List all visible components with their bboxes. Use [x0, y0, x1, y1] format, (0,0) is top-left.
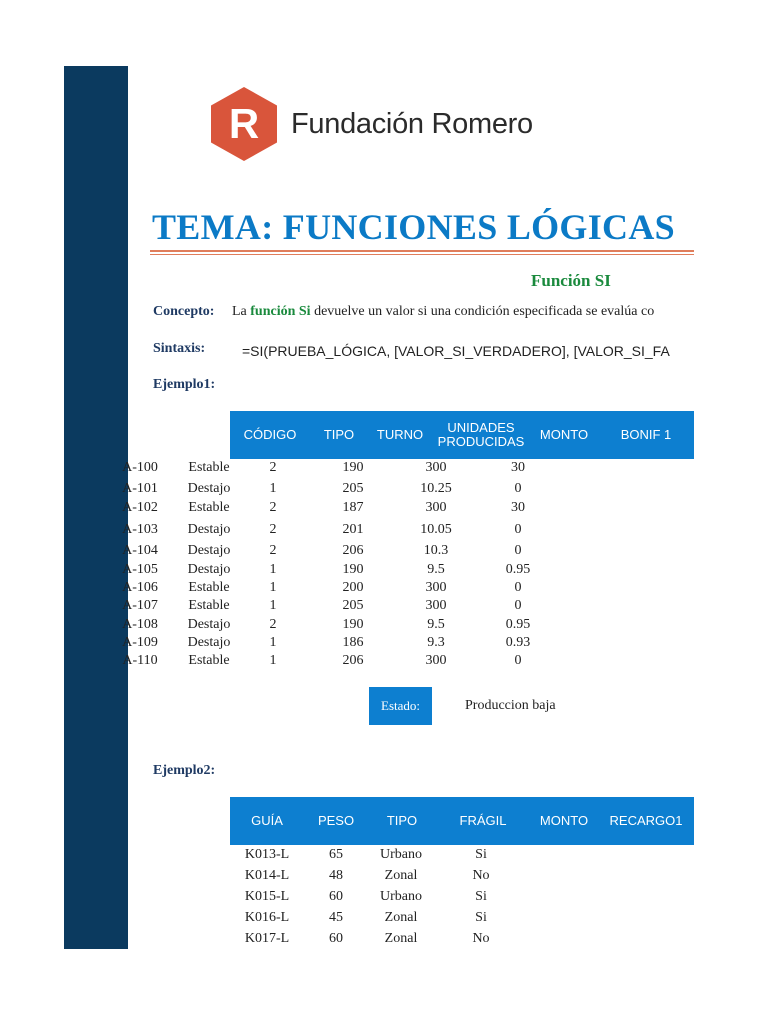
sheet-content [122, 0, 694, 1024]
cell-guia: K016-L [244, 910, 290, 925]
cell-fragil: No [472, 931, 490, 946]
concept-label: Concepto: [153, 304, 215, 319]
cell-tipo: Zonal [384, 931, 418, 946]
cell-bonif: 0 [514, 543, 522, 558]
col-header-recargo: RECARGO1 [609, 813, 683, 828]
col-header-monto: MONTO [539, 427, 589, 442]
col-header-unidades: UNIDADES PRODUCIDAS [437, 420, 525, 449]
cell-unidades: 205 [342, 481, 364, 496]
cell-peso: 65 [329, 847, 343, 862]
cell-tipo: Estable [188, 598, 230, 613]
cell-turno: 1 [269, 635, 277, 650]
cell-fragil: Si [475, 847, 487, 862]
col-header-monto2: MONTO [539, 813, 589, 828]
col-header-tipo2: TIPO [386, 813, 418, 828]
col-header-guia: GUÍA [251, 813, 283, 828]
estado-label: Estado: [369, 687, 432, 725]
estado-value: Produccion baja [465, 698, 556, 713]
cell-peso: 45 [329, 910, 343, 925]
concept-text [232, 304, 654, 320]
cell-monto: 300 [425, 500, 447, 515]
cell-monto: 300 [425, 580, 447, 595]
cell-codigo: A-104 [122, 543, 158, 558]
syntax-label: Sintaxis: [153, 341, 206, 356]
cell-tipo: Urbano [380, 889, 422, 904]
cell-tipo: Destajo [187, 562, 231, 577]
cell-tipo: Estable [188, 460, 230, 475]
concept-keyword: función Si [250, 304, 311, 319]
cell-tipo: Destajo [187, 522, 231, 537]
cell-tipo: Estable [188, 500, 230, 515]
cell-unidades: 201 [342, 522, 364, 537]
cell-tipo: Destajo [187, 481, 231, 496]
cell-fragil: Si [475, 910, 487, 925]
cell-bonif: 30 [511, 460, 525, 475]
example1-table-header [230, 411, 694, 459]
cell-monto: 300 [425, 598, 447, 613]
cell-turno: 1 [269, 562, 277, 577]
cell-guia: K014-L [244, 868, 290, 883]
example2-table-header [230, 797, 694, 845]
cell-codigo: A-106 [122, 580, 158, 595]
title-divider-thin [150, 254, 694, 255]
cell-turno: 1 [269, 481, 277, 496]
cell-unidades: 186 [342, 635, 364, 650]
col-header-peso: PESO [317, 813, 355, 828]
cell-codigo: A-105 [122, 562, 158, 577]
cell-bonif: 0 [514, 598, 522, 613]
cell-tipo: Estable [188, 580, 230, 595]
cell-monto: 300 [425, 460, 447, 475]
cell-tipo: Zonal [384, 868, 418, 883]
col-header-bonif: BONIF 1 [620, 427, 672, 442]
cell-unidades: 200 [342, 580, 364, 595]
cell-tipo: Destajo [187, 635, 231, 650]
example1-label: Ejemplo1: [153, 377, 216, 392]
cell-bonif: 0 [514, 580, 522, 595]
cell-turno: 1 [269, 598, 277, 613]
cell-turno: 1 [269, 580, 277, 595]
cell-guia: K017-L [244, 931, 290, 946]
cell-unidades: 206 [342, 543, 364, 558]
cell-unidades: 190 [342, 562, 364, 577]
cell-turno: 2 [269, 543, 277, 558]
cell-unidades: 187 [342, 500, 364, 515]
cell-codigo: A-101 [122, 481, 158, 496]
cell-bonif: 0.93 [505, 635, 531, 650]
syntax-formula: =SI(PRUEBA_LÓGICA, [VALOR_SI_VERDADERO], [VALOR_SI_FA [242, 343, 670, 359]
cell-turno: 2 [269, 617, 277, 632]
cell-bonif: 0 [514, 653, 522, 668]
cell-guia: K013-L [244, 847, 290, 862]
col-header-fragil: FRÁGIL [459, 813, 507, 828]
cell-bonif: 0.95 [505, 562, 531, 577]
section-title: Función SI [531, 271, 611, 290]
cell-peso: 60 [329, 889, 343, 904]
brand-name: Fundación Romero [291, 107, 533, 140]
cell-bonif: 0.95 [505, 617, 531, 632]
brand-logo [210, 86, 533, 162]
cell-bonif: 30 [511, 500, 525, 515]
cell-unidades: 190 [342, 617, 364, 632]
cell-peso: 60 [329, 931, 343, 946]
cell-bonif: 0 [514, 481, 522, 496]
logo-hexagon-icon [210, 86, 278, 162]
concept-suffix: devuelve un valor si una condición especificada se evalúa co [310, 304, 655, 319]
cell-guia: K015-L [244, 889, 290, 904]
cell-codigo: A-103 [122, 522, 158, 537]
cell-tipo: Destajo [187, 617, 231, 632]
cell-tipo: Destajo [187, 543, 231, 558]
cell-tipo: Zonal [384, 910, 418, 925]
cell-monto: 300 [425, 653, 447, 668]
cell-tipo: Estable [188, 653, 230, 668]
cell-unidades: 206 [342, 653, 364, 668]
cell-tipo: Urbano [380, 847, 422, 862]
title-divider [150, 250, 694, 252]
cell-turno: 2 [269, 500, 277, 515]
cell-monto: 10.25 [420, 481, 452, 496]
cell-fragil: No [472, 868, 490, 883]
logo-letter: R [228, 100, 260, 147]
cell-unidades: 205 [342, 598, 364, 613]
cell-bonif: 0 [514, 522, 522, 537]
cell-turno: 1 [269, 653, 277, 668]
cell-codigo: A-100 [122, 460, 158, 475]
cell-codigo: A-107 [122, 598, 158, 613]
cell-turno: 2 [269, 522, 277, 537]
cell-codigo: A-108 [122, 617, 158, 632]
col-header-tipo: TIPO [323, 427, 355, 442]
cell-codigo: A-110 [122, 653, 158, 668]
cell-monto: 9.3 [427, 635, 445, 650]
cell-unidades: 190 [342, 460, 364, 475]
concept-prefix: La [232, 304, 251, 319]
page-title: TEMA: FUNCIONES LÓGICAS [152, 207, 675, 247]
cell-codigo: A-109 [122, 635, 158, 650]
cell-turno: 2 [269, 460, 277, 475]
col-header-turno: TURNO [376, 427, 424, 442]
cell-codigo: A-102 [122, 500, 158, 515]
cell-monto: 10.05 [420, 522, 452, 537]
example2-label: Ejemplo2: [153, 763, 216, 778]
cell-fragil: Si [475, 889, 487, 904]
cell-monto: 9.5 [427, 617, 445, 632]
cell-monto: 9.5 [427, 562, 445, 577]
cell-monto: 10.3 [423, 543, 449, 558]
col-header-codigo: CÓDIGO [243, 427, 297, 442]
cell-peso: 48 [329, 868, 343, 883]
